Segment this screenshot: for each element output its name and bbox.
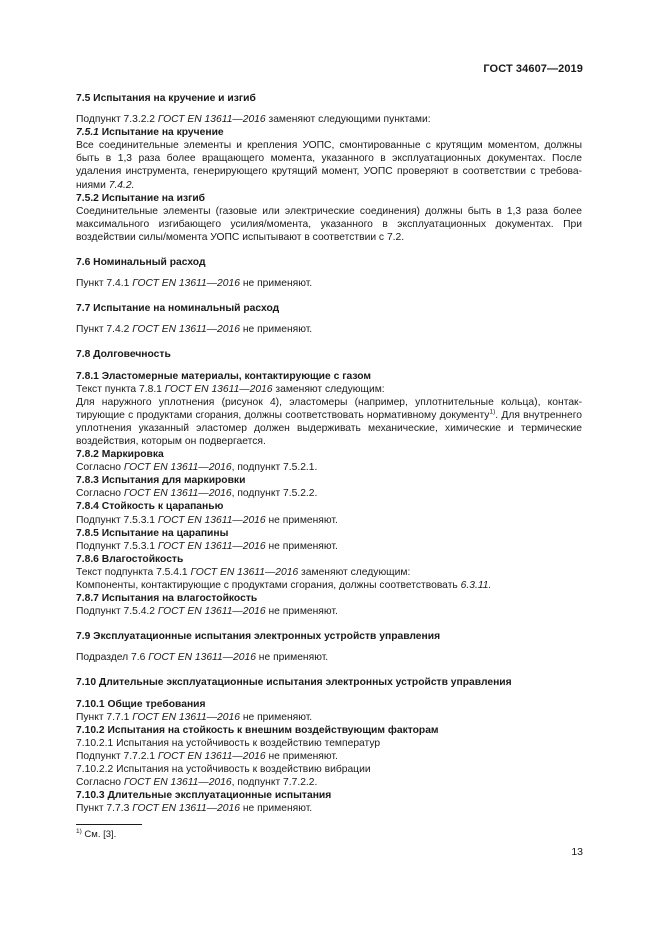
footnote-separator bbox=[76, 824, 142, 825]
footnote: $^{1)}$ См. [3]. bbox=[76, 827, 117, 840]
paragraph: Соединительные элементы (газовые или электрические соединения) должны быть в 1,3 раза более максимального изгибающего усилия/момента, указанного в эксплуатационных документах. При воздействии силы/момента УОПС испытывают в соответствии с 7.2. bbox=[76, 205, 582, 243]
subsection-7-8-2-heading: 7.8.2 Маркировка bbox=[76, 449, 164, 461]
paragraph: Пункт 7.4.1 ГОСТ EN 13611—2016 не применяют. bbox=[76, 278, 313, 290]
section-7-6-heading: 7.6 Номинальный расход bbox=[76, 257, 206, 269]
page-content bbox=[76, 92, 582, 815]
paragraph: Согласно ГОСТ EN 13611—2016, подпункт 7.7.2.2. bbox=[76, 777, 318, 789]
subsection-7-8-3-heading: 7.8.3 Испытания для маркировки bbox=[76, 475, 246, 487]
subsection-7-8-1-heading: 7.8.1 Эластомерные материалы, контактирующие с газом bbox=[76, 370, 371, 382]
subsection-7-8-5-heading: 7.8.5 Испытание на царапины bbox=[76, 527, 229, 539]
paragraph: Подраздел 7.6 ГОСТ EN 13611—2016 не применяют. bbox=[76, 652, 329, 664]
paragraph: Подпункт 7.3.2.2 ГОСТ EN 13611—2016 заменяют следующими пунктами: bbox=[76, 114, 431, 126]
subsection-7-10-3-heading: 7.10.3 Длительные эксплуатационные испытания bbox=[76, 790, 332, 802]
paragraph: Пункт 7.4.2 ГОСТ EN 13611—2016 не применяют. bbox=[76, 324, 313, 336]
subsection-7-8-6-heading: 7.8.6 Влагостойкость bbox=[76, 553, 184, 565]
paragraph: Согласно ГОСТ EN 13611—2016, подпункт 7.5.2.2. bbox=[76, 488, 318, 500]
section-7-7-heading: 7.7 Испытание на номинальный расход bbox=[76, 303, 280, 315]
paragraph: 7.10.2.2 Испытания на устойчивость к воздействию вибрации bbox=[76, 764, 371, 776]
section-7-5-heading: 7.5 Испытания на кручение и изгиб bbox=[76, 93, 256, 104]
paragraph: Для наружного уплотнения (рисунок 4), эластомеры (например, уплотнительные кольца), контактирующие с продуктами сгорания, должны соответствовать нормативному документу$^{1)}$. Для внутреннего уплотнения указанный эластомер должен выдерживать механические, химические и термические воздействия, которым он подвергается. bbox=[76, 396, 582, 447]
section-7-9-heading: 7.9 Эксплуатационные испытания электронных устройств управления bbox=[76, 631, 441, 643]
paragraph: Пункт 7.7.1 ГОСТ EN 13611—2016 не применяют. bbox=[76, 711, 313, 723]
footnote-ref: 1) bbox=[489, 408, 496, 416]
paragraph: Согласно ГОСТ EN 13611—2016, подпункт 7.5.2.1. bbox=[76, 462, 318, 474]
subsection-7-10-2-heading: 7.10.2 Испытания на стойкость к внешним воздействующим факторам bbox=[76, 724, 439, 736]
paragraph: Подпункт 7.5.3.1 ГОСТ EN 13611—2016 не применяют. bbox=[76, 540, 338, 552]
subsection-7-5-2-heading: 7.5.2 Испытание на изгиб bbox=[76, 192, 206, 204]
subsection-7-10-1-heading: 7.10.1 Общие требования bbox=[76, 698, 206, 710]
section-7-8-heading: 7.8 Долговечность bbox=[76, 349, 171, 361]
paragraph: Все соединительные элементы и крепления УОПС, смонтированные с крутящим моментом, должны быть в 1,3 раза более вращающего момента, указанного в эксплуатационных документах. После удаления инструмента, генерирующего крутящий момент, УОПС проверяют в соответствии с требованиями 7.4.2. bbox=[76, 140, 582, 191]
paragraph: Подпункт 7.5.3.1 ГОСТ EN 13611—2016 не применяют. bbox=[76, 514, 338, 526]
footnote-mark: 1) bbox=[76, 827, 82, 835]
subsection-7-8-7-heading: 7.8.7 Испытания на влагостойкость bbox=[76, 593, 258, 605]
paragraph: Компоненты, контактирующие с продуктами сгорания, должны соответствовать 6.3.11. bbox=[76, 580, 492, 591]
paragraph: Пункт 7.7.3 ГОСТ EN 13611—2016 не применяют. bbox=[76, 803, 313, 815]
paragraph: 7.10.2.1 Испытания на устойчивость к воздействию температур bbox=[76, 737, 381, 749]
standard-designation: ГОСТ 34607—2019 bbox=[483, 63, 583, 75]
section-7-10-heading: 7.10 Длительные эксплуатационные испытания электронных устройств управления bbox=[76, 677, 512, 689]
paragraph: Текст подпункта 7.5.4.1 ГОСТ EN 13611—2016 заменяют следующим: bbox=[76, 566, 411, 578]
paragraph: Текст пункта 7.8.1 ГОСТ EN 13611—2016 заменяют следующим: bbox=[76, 383, 385, 395]
page-number: 13 bbox=[571, 846, 583, 858]
subsection-7-8-4-heading: 7.8.4 Стойкость к царапанью bbox=[76, 501, 224, 513]
paragraph: Подпункт 7.7.2.1 ГОСТ EN 13611—2016 не применяют. bbox=[76, 750, 338, 762]
paragraph: Подпункт 7.5.4.2 ГОСТ EN 13611—2016 не применяют. bbox=[76, 606, 338, 618]
subsection-7-5-1-heading: 7.5.1 Испытание на кручение bbox=[76, 127, 224, 139]
